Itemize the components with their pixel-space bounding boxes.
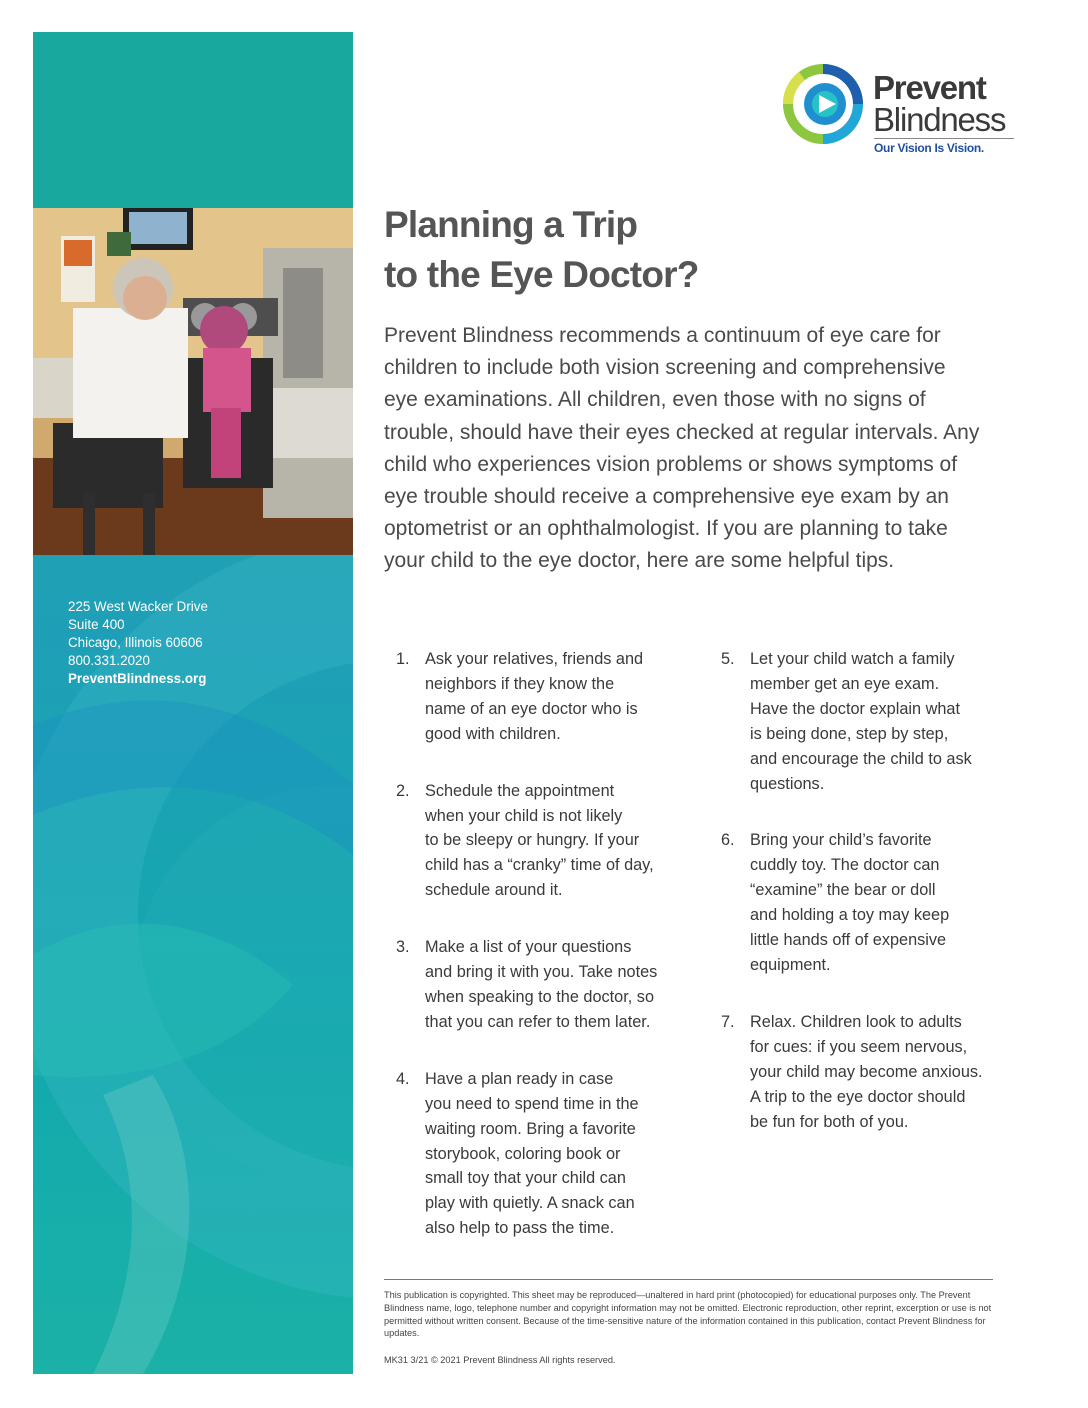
tip-line: and holding a toy may keep [750, 906, 950, 925]
page-title [384, 200, 699, 300]
address-street: 225 West Wacker Drive [68, 599, 208, 614]
tip-item [721, 828, 1021, 977]
tip-line: cuddly toy. The doctor can [750, 856, 940, 875]
tip-line: be fun for both of you. [750, 1112, 909, 1131]
tip-line: and bring it with you. Take notes [425, 963, 658, 982]
tip-line: to be sleepy or hungry. If your [425, 831, 640, 850]
tip-line: play with quietly. A snack can [425, 1194, 635, 1213]
logo-wordmark-prevent: Prevent [873, 69, 986, 106]
tip-item [396, 1067, 696, 1241]
contact-address [68, 598, 208, 688]
tips-list-left [396, 647, 696, 1241]
tip-line: you need to spend time in the [425, 1094, 639, 1113]
tip-line: child has a “cranky” time of day, [425, 856, 654, 875]
tip-line: Ask your relatives, friends and [425, 650, 644, 668]
footer [384, 1279, 993, 1365]
tip-line: Let your child watch a family [750, 650, 955, 668]
address-suite: Suite 400 [68, 617, 125, 632]
logo-wordmark-blindness: Blindness [873, 101, 1006, 138]
tip-item [396, 779, 696, 904]
tip-line: Make a list of your questions [425, 938, 632, 957]
tip-line: little hands off of expensive [750, 931, 947, 950]
tip-line: storybook, coloring book or [425, 1144, 621, 1163]
eye-exam-photo [33, 208, 353, 555]
copyright-disclaimer: This publication is copyrighted. This sheet may be reproduced—unaltered in hard print (photocopied) for educational purposes only. The Prevent Blindness name, logo, telephone number and copyright information may not be omitted. Electronic reproduction, other reprint, excerption or use is not permitted without written consent. Because of the time-sensitive nature of the information contained in this publication, contact Prevent Blindness for updates. [384, 1290, 992, 1339]
sidebar-panel [33, 32, 353, 1374]
tip-line: member get an eye exam. [750, 674, 940, 693]
tip-line: equipment. [750, 955, 831, 974]
tip-item [396, 647, 696, 747]
tip-line: also help to pass the time. [425, 1219, 615, 1238]
tip-line: neighbors if they know the [425, 674, 615, 693]
tip-number: 4. [396, 1069, 410, 1088]
tip-line: when your child is not likely [425, 806, 623, 825]
tip-line: Relax. Children look to adults [750, 1012, 962, 1031]
sidebar-teal-block [33, 32, 353, 208]
tip-line: Have a plan ready in case [425, 1069, 614, 1088]
tip-line: that you can refer to them later. [425, 1012, 651, 1031]
tip-line: schedule around it. [425, 881, 563, 900]
tip-line: and encourage the child to ask [750, 749, 972, 768]
tip-line: Schedule the appointment [425, 781, 615, 800]
tip-number: 6. [721, 831, 735, 850]
contact-phone: 800.331.2020 [68, 653, 150, 668]
logo-divider [874, 138, 1014, 139]
address-city: Chicago, Illinois 60606 [68, 635, 203, 650]
tip-line: is being done, step by step, [750, 724, 949, 743]
prevent-blindness-logo [782, 63, 1022, 163]
tip-number: 3. [396, 938, 410, 957]
tip-item [721, 1010, 1021, 1135]
tip-number: 2. [396, 781, 410, 800]
website-link[interactable]: PreventBlindness.org [68, 671, 207, 686]
tip-line: questions. [750, 774, 825, 793]
tips-list-right [721, 647, 1021, 1134]
intro-paragraph: Prevent Blindness recommends a continuum of eye care for children to include both vision screening and comprehensive eye examinations. All children, even those with no signs of trouble, should have their eyes checked at regular intervals. Any child who experiences vision problems or shows symptoms of eye trouble should receive a comprehensive eye exam by an optometrist or an ophthalmologist. If you are planning to take your child to the eye doctor, here are some helpful tips. [384, 324, 980, 573]
title-line-1: Planning a Trip [384, 204, 638, 245]
tip-line: Bring your child’s favorite [750, 831, 932, 850]
tip-line: your child may become anxious. [750, 1062, 983, 1081]
tip-line: good with children. [425, 724, 561, 743]
title-line-2: to the Eye Doctor? [384, 254, 699, 295]
tip-line: Have the doctor explain what [750, 699, 960, 718]
tip-line: name of an eye doctor who is [425, 699, 638, 718]
tip-number: 1. [396, 650, 410, 668]
tip-number: 7. [721, 1012, 735, 1031]
copyright-line: MK31 3/21 © 2021 Prevent Blindness All rights reserved. [384, 1355, 616, 1366]
tip-item [396, 935, 696, 1035]
tip-line: “examine” the bear or doll [750, 881, 936, 900]
tip-line: when speaking to the doctor, so [425, 987, 654, 1006]
logo-tagline: Our Vision Is Vision. [874, 141, 984, 155]
tip-item [721, 647, 1021, 796]
tip-line: waiting room. Bring a favorite [425, 1119, 636, 1138]
tip-line: for cues: if you seem nervous, [750, 1037, 968, 1056]
tip-line: small toy that your child can [425, 1169, 626, 1188]
eye-logo-icon [782, 63, 864, 145]
tip-number: 5. [721, 650, 735, 668]
tip-line: A trip to the eye doctor should [750, 1087, 966, 1106]
